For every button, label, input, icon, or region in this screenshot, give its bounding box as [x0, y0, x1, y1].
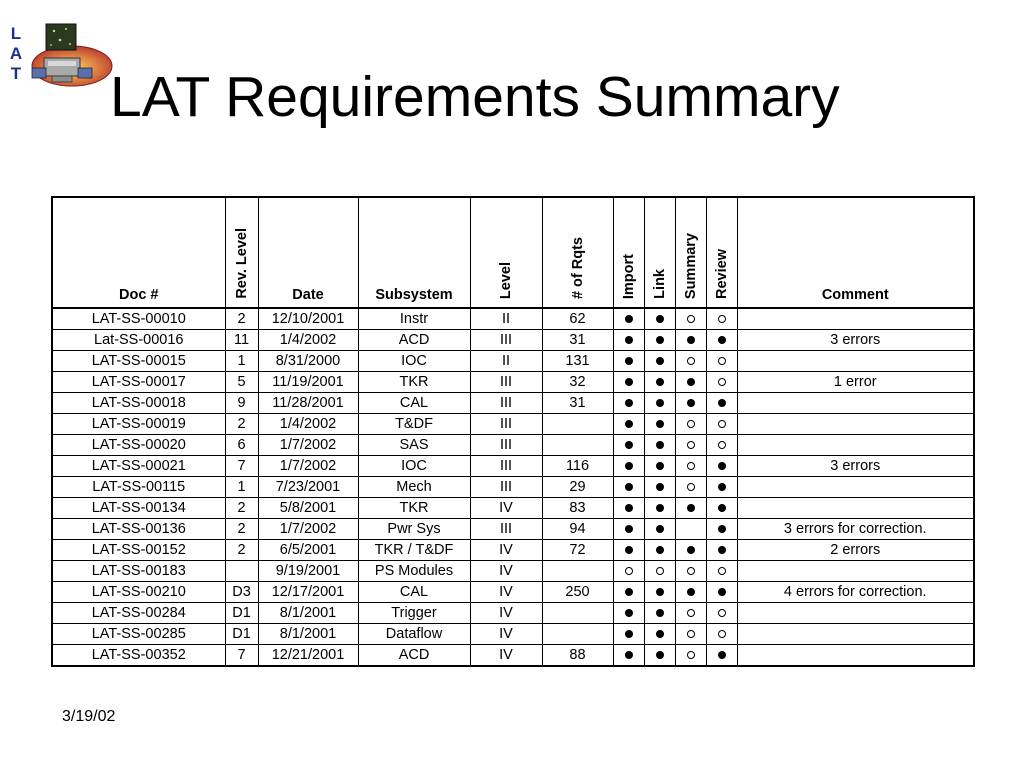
rev-level-cell: 7: [225, 645, 258, 667]
subsystem-cell: Instr: [358, 308, 470, 330]
rev-level-cell: 6: [225, 435, 258, 456]
summary-status-cell: [675, 414, 706, 435]
level-cell: II: [470, 308, 542, 330]
num-rqts-cell: 29: [542, 477, 613, 498]
level-cell: III: [470, 330, 542, 351]
subsystem-cell: T&DF: [358, 414, 470, 435]
filled-dot-icon: [687, 588, 695, 596]
doc-number-cell: LAT-SS-00018: [52, 393, 225, 414]
comment-cell: [737, 624, 974, 645]
open-dot-icon: [687, 630, 695, 638]
page-title: LAT Requirements Summary: [110, 65, 840, 129]
comment-cell: [737, 498, 974, 519]
import-status-cell: [613, 351, 644, 372]
link-status-cell: [644, 435, 675, 456]
import-status-cell: [613, 477, 644, 498]
filled-dot-icon: [656, 420, 664, 428]
rev-level-cell: 2: [225, 540, 258, 561]
level-cell: III: [470, 414, 542, 435]
import-status-cell: [613, 393, 644, 414]
filled-dot-icon: [687, 336, 695, 344]
import-status-cell: [613, 498, 644, 519]
filled-dot-icon: [718, 399, 726, 407]
filled-dot-icon: [625, 525, 633, 533]
col-doc-number: Doc #: [52, 197, 225, 308]
filled-dot-icon: [656, 378, 664, 386]
filled-dot-icon: [656, 630, 664, 638]
summary-status-cell: [675, 582, 706, 603]
filled-dot-icon: [656, 399, 664, 407]
summary-status-cell: [675, 308, 706, 330]
subsystem-cell: CAL: [358, 582, 470, 603]
open-dot-icon: [718, 315, 726, 323]
filled-dot-icon: [625, 651, 633, 659]
import-status-cell: [613, 561, 644, 582]
num-rqts-cell: 62: [542, 308, 613, 330]
doc-number-cell: LAT-SS-00210: [52, 582, 225, 603]
filled-dot-icon: [625, 378, 633, 386]
num-rqts-cell: 31: [542, 330, 613, 351]
import-status-cell: [613, 308, 644, 330]
filled-dot-icon: [625, 441, 633, 449]
num-rqts-cell: 94: [542, 519, 613, 540]
footer-date: 3/19/02: [62, 708, 116, 725]
comment-cell: [737, 351, 974, 372]
filled-dot-icon: [625, 336, 633, 344]
doc-number-cell: LAT-SS-00183: [52, 561, 225, 582]
comment-cell: 3 errors: [737, 330, 974, 351]
link-status-cell: [644, 308, 675, 330]
import-status-cell: [613, 414, 644, 435]
col-comment: Comment: [737, 197, 974, 308]
comment-cell: [737, 435, 974, 456]
summary-status-cell: [675, 393, 706, 414]
date-cell: 1/7/2002: [258, 519, 358, 540]
level-cell: III: [470, 372, 542, 393]
import-status-cell: [613, 624, 644, 645]
open-dot-icon: [625, 567, 633, 575]
comment-cell: 2 errors: [737, 540, 974, 561]
level-cell: IV: [470, 561, 542, 582]
subsystem-cell: TKR: [358, 372, 470, 393]
open-dot-icon: [718, 441, 726, 449]
link-status-cell: [644, 624, 675, 645]
filled-dot-icon: [625, 546, 633, 554]
rev-level-cell: 5: [225, 372, 258, 393]
table-row: [52, 351, 974, 372]
col-rev-level: Rev. Level: [225, 197, 258, 308]
subsystem-cell: Mech: [358, 477, 470, 498]
date-cell: 12/10/2001: [258, 308, 358, 330]
import-status-cell: [613, 582, 644, 603]
doc-number-cell: LAT-SS-00019: [52, 414, 225, 435]
review-status-cell: [706, 393, 737, 414]
filled-dot-icon: [625, 630, 633, 638]
date-cell: 8/1/2001: [258, 624, 358, 645]
review-status-cell: [706, 308, 737, 330]
date-cell: 12/17/2001: [258, 582, 358, 603]
num-rqts-cell: [542, 414, 613, 435]
table-row: [52, 645, 974, 667]
num-rqts-cell: 83: [542, 498, 613, 519]
import-status-cell: [613, 435, 644, 456]
filled-dot-icon: [718, 483, 726, 491]
subsystem-cell: Pwr Sys: [358, 519, 470, 540]
comment-cell: [737, 393, 974, 414]
subsystem-cell: Trigger: [358, 603, 470, 624]
num-rqts-cell: 131: [542, 351, 613, 372]
level-cell: IV: [470, 645, 542, 667]
review-status-cell: [706, 624, 737, 645]
date-cell: 11/19/2001: [258, 372, 358, 393]
import-status-cell: [613, 519, 644, 540]
doc-number-cell: LAT-SS-00152: [52, 540, 225, 561]
subsystem-cell: TKR / T&DF: [358, 540, 470, 561]
date-cell: 11/28/2001: [258, 393, 358, 414]
link-status-cell: [644, 372, 675, 393]
link-status-cell: [644, 498, 675, 519]
level-cell: II: [470, 351, 542, 372]
filled-dot-icon: [656, 357, 664, 365]
link-status-cell: [644, 393, 675, 414]
open-dot-icon: [718, 378, 726, 386]
doc-number-cell: LAT-SS-00284: [52, 603, 225, 624]
review-status-cell: [706, 351, 737, 372]
rev-level-cell: 2: [225, 498, 258, 519]
date-cell: 12/21/2001: [258, 645, 358, 667]
filled-dot-icon: [718, 504, 726, 512]
open-dot-icon: [687, 441, 695, 449]
num-rqts-cell: 116: [542, 456, 613, 477]
rev-level-cell: 2: [225, 414, 258, 435]
filled-dot-icon: [656, 483, 664, 491]
num-rqts-cell: [542, 624, 613, 645]
import-status-cell: [613, 603, 644, 624]
rev-level-cell: 1: [225, 477, 258, 498]
filled-dot-icon: [687, 504, 695, 512]
level-cell: III: [470, 393, 542, 414]
subsystem-cell: PS Modules: [358, 561, 470, 582]
col-date: Date: [258, 197, 358, 308]
table-row: [52, 414, 974, 435]
date-cell: 8/1/2001: [258, 603, 358, 624]
review-status-cell: [706, 519, 737, 540]
col-link: Link: [644, 197, 675, 308]
filled-dot-icon: [625, 483, 633, 491]
date-cell: 1/4/2002: [258, 330, 358, 351]
summary-status-cell: [675, 624, 706, 645]
date-cell: 8/31/2000: [258, 351, 358, 372]
doc-number-cell: LAT-SS-00015: [52, 351, 225, 372]
doc-number-cell: LAT-SS-00010: [52, 308, 225, 330]
open-dot-icon: [718, 567, 726, 575]
filled-dot-icon: [625, 462, 633, 470]
filled-dot-icon: [656, 336, 664, 344]
filled-dot-icon: [625, 609, 633, 617]
table-row: [52, 393, 974, 414]
summary-status-cell: [675, 456, 706, 477]
subsystem-cell: CAL: [358, 393, 470, 414]
level-cell: IV: [470, 540, 542, 561]
col-subsystem: Subsystem: [358, 197, 470, 308]
filled-dot-icon: [656, 651, 664, 659]
comment-cell: [737, 308, 974, 330]
comment-cell: 3 errors for correction.: [737, 519, 974, 540]
date-cell: 1/4/2002: [258, 414, 358, 435]
doc-number-cell: LAT-SS-00115: [52, 477, 225, 498]
date-cell: 7/23/2001: [258, 477, 358, 498]
logo-letter-l: L: [10, 24, 22, 43]
num-rqts-cell: 32: [542, 372, 613, 393]
filled-dot-icon: [625, 315, 633, 323]
open-dot-icon: [718, 420, 726, 428]
filled-dot-icon: [718, 651, 726, 659]
summary-status-cell: [675, 351, 706, 372]
table-row: [52, 330, 974, 351]
review-status-cell: [706, 498, 737, 519]
review-status-cell: [706, 582, 737, 603]
filled-dot-icon: [656, 609, 664, 617]
filled-dot-icon: [718, 462, 726, 470]
open-dot-icon: [718, 357, 726, 365]
table-row: [52, 582, 974, 603]
import-status-cell: [613, 372, 644, 393]
glast-satellite-icon: [22, 20, 114, 92]
rev-level-cell: 7: [225, 456, 258, 477]
open-dot-icon: [687, 651, 695, 659]
filled-dot-icon: [718, 588, 726, 596]
num-rqts-cell: 31: [542, 393, 613, 414]
summary-status-cell: [675, 519, 706, 540]
review-status-cell: [706, 330, 737, 351]
import-status-cell: [613, 330, 644, 351]
open-dot-icon: [718, 630, 726, 638]
table-row: [52, 456, 974, 477]
review-status-cell: [706, 372, 737, 393]
review-status-cell: [706, 414, 737, 435]
link-status-cell: [644, 540, 675, 561]
review-status-cell: [706, 540, 737, 561]
level-cell: III: [470, 519, 542, 540]
level-cell: III: [470, 456, 542, 477]
review-status-cell: [706, 456, 737, 477]
open-dot-icon: [687, 357, 695, 365]
filled-dot-icon: [656, 546, 664, 554]
filled-dot-icon: [625, 420, 633, 428]
table-row: [52, 498, 974, 519]
rev-level-cell: D3: [225, 582, 258, 603]
review-status-cell: [706, 645, 737, 667]
open-dot-icon: [656, 567, 664, 575]
table-header-row: [52, 197, 974, 308]
filled-dot-icon: [718, 336, 726, 344]
doc-number-cell: LAT-SS-00017: [52, 372, 225, 393]
date-cell: 1/7/2002: [258, 456, 358, 477]
subsystem-cell: ACD: [358, 645, 470, 667]
doc-number-cell: LAT-SS-00352: [52, 645, 225, 667]
summary-status-cell: [675, 498, 706, 519]
review-status-cell: [706, 435, 737, 456]
filled-dot-icon: [687, 399, 695, 407]
subsystem-cell: SAS: [358, 435, 470, 456]
rev-level-cell: 2: [225, 308, 258, 330]
rev-level-cell: 2: [225, 519, 258, 540]
date-cell: 9/19/2001: [258, 561, 358, 582]
summary-status-cell: [675, 435, 706, 456]
table-body: [52, 308, 974, 666]
col-review: Review: [706, 197, 737, 308]
link-status-cell: [644, 330, 675, 351]
summary-status-cell: [675, 330, 706, 351]
summary-status-cell: [675, 540, 706, 561]
link-status-cell: [644, 561, 675, 582]
logo-letter-a: A: [9, 44, 23, 63]
comment-cell: [737, 645, 974, 667]
open-dot-icon: [687, 462, 695, 470]
level-cell: IV: [470, 582, 542, 603]
comment-cell: [737, 603, 974, 624]
filled-dot-icon: [687, 546, 695, 554]
col-level: Level: [470, 197, 542, 308]
date-cell: 5/8/2001: [258, 498, 358, 519]
open-dot-icon: [687, 420, 695, 428]
filled-dot-icon: [656, 441, 664, 449]
open-dot-icon: [687, 315, 695, 323]
rev-level-cell: D1: [225, 624, 258, 645]
comment-cell: 1 error: [737, 372, 974, 393]
filled-dot-icon: [625, 504, 633, 512]
link-status-cell: [644, 582, 675, 603]
filled-dot-icon: [718, 525, 726, 533]
table-row: [52, 435, 974, 456]
summary-status-cell: [675, 477, 706, 498]
link-status-cell: [644, 603, 675, 624]
lat-logo: [6, 20, 110, 100]
open-dot-icon: [718, 609, 726, 617]
rev-level-cell: 9: [225, 393, 258, 414]
import-status-cell: [613, 645, 644, 667]
subsystem-cell: ACD: [358, 330, 470, 351]
table-row: [52, 519, 974, 540]
comment-cell: [737, 477, 974, 498]
subsystem-cell: Dataflow: [358, 624, 470, 645]
comment-cell: [737, 414, 974, 435]
filled-dot-icon: [656, 504, 664, 512]
rev-level-cell: D1: [225, 603, 258, 624]
link-status-cell: [644, 477, 675, 498]
level-cell: IV: [470, 603, 542, 624]
col-summary: Summary: [675, 197, 706, 308]
filled-dot-icon: [656, 525, 664, 533]
link-status-cell: [644, 519, 675, 540]
level-cell: III: [470, 477, 542, 498]
filled-dot-icon: [718, 546, 726, 554]
table-row: [52, 308, 974, 330]
num-rqts-cell: [542, 435, 613, 456]
open-dot-icon: [687, 567, 695, 575]
comment-cell: 3 errors: [737, 456, 974, 477]
requirements-table: [51, 196, 975, 667]
num-rqts-cell: 250: [542, 582, 613, 603]
filled-dot-icon: [625, 357, 633, 365]
col-num-rqts: # of Rqts: [542, 197, 613, 308]
filled-dot-icon: [656, 588, 664, 596]
summary-status-cell: [675, 561, 706, 582]
subsystem-cell: IOC: [358, 456, 470, 477]
date-cell: 1/7/2002: [258, 435, 358, 456]
subsystem-cell: TKR: [358, 498, 470, 519]
link-status-cell: [644, 645, 675, 667]
doc-number-cell: Lat-SS-00016: [52, 330, 225, 351]
table-row: [52, 624, 974, 645]
summary-status-cell: [675, 645, 706, 667]
num-rqts-cell: 72: [542, 540, 613, 561]
table-row: [52, 372, 974, 393]
review-status-cell: [706, 603, 737, 624]
table-row: [52, 561, 974, 582]
table-row: [52, 603, 974, 624]
link-status-cell: [644, 351, 675, 372]
table-row: [52, 477, 974, 498]
level-cell: IV: [470, 498, 542, 519]
num-rqts-cell: [542, 603, 613, 624]
rev-level-cell: 11: [225, 330, 258, 351]
subsystem-cell: IOC: [358, 351, 470, 372]
link-status-cell: [644, 414, 675, 435]
summary-status-cell: [675, 372, 706, 393]
table-row: [52, 540, 974, 561]
doc-number-cell: LAT-SS-00136: [52, 519, 225, 540]
import-status-cell: [613, 456, 644, 477]
review-status-cell: [706, 561, 737, 582]
num-rqts-cell: [542, 561, 613, 582]
filled-dot-icon: [656, 462, 664, 470]
doc-number-cell: LAT-SS-00021: [52, 456, 225, 477]
date-cell: 6/5/2001: [258, 540, 358, 561]
comment-cell: [737, 561, 974, 582]
filled-dot-icon: [687, 378, 695, 386]
comment-cell: 4 errors for correction.: [737, 582, 974, 603]
level-cell: III: [470, 435, 542, 456]
filled-dot-icon: [625, 588, 633, 596]
link-status-cell: [644, 456, 675, 477]
doc-number-cell: LAT-SS-00134: [52, 498, 225, 519]
col-import: Import: [613, 197, 644, 308]
doc-number-cell: LAT-SS-00285: [52, 624, 225, 645]
open-dot-icon: [687, 483, 695, 491]
logo-letter-t: T: [10, 64, 22, 83]
import-status-cell: [613, 540, 644, 561]
review-status-cell: [706, 477, 737, 498]
summary-status-cell: [675, 603, 706, 624]
rev-level-cell: [225, 561, 258, 582]
open-dot-icon: [687, 609, 695, 617]
doc-number-cell: LAT-SS-00020: [52, 435, 225, 456]
filled-dot-icon: [625, 399, 633, 407]
level-cell: IV: [470, 624, 542, 645]
num-rqts-cell: 88: [542, 645, 613, 667]
filled-dot-icon: [656, 315, 664, 323]
rev-level-cell: 1: [225, 351, 258, 372]
